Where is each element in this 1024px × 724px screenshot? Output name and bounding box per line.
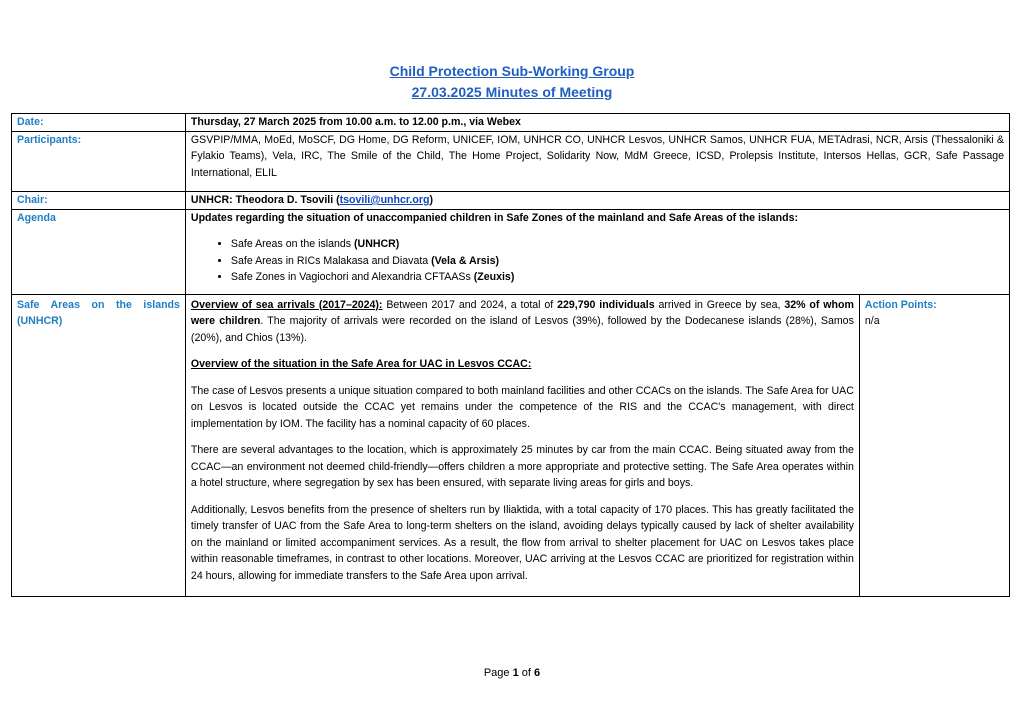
participants-label: Participants: xyxy=(12,131,186,192)
agenda-item-org: (Zeuxis) xyxy=(473,271,515,283)
agenda-item-text: Safe Areas on the islands xyxy=(230,238,355,250)
chair-email-link[interactable]: tsovili@unhcr.org xyxy=(339,194,430,206)
agenda-intro: Updates regarding the situation of unaccompanied children in Safe Zones of the mainland and Safe Areas of the islands: xyxy=(190,211,799,224)
date-row xyxy=(12,114,1010,132)
overview-paragraph xyxy=(191,297,854,347)
overview-heading: Overview of sea arrivals (2017–2024): xyxy=(190,298,383,311)
agenda-item-org: (UNHCR) xyxy=(354,238,400,250)
agenda-list xyxy=(191,236,1004,286)
overview-text: . The majority of arrivals were recorded on the island of Lesvos (39%), followed by the Dodecanese islands (28%), Samos (20%), and Chios (13%). xyxy=(190,315,854,344)
situation-heading-paragraph xyxy=(191,356,854,373)
page-total: 6 xyxy=(534,667,541,679)
agenda-item-text: Safe Areas in RICs Malakasa and Diavata xyxy=(230,254,432,267)
title-line-1: Child Protection Sub-Working Group xyxy=(389,63,635,79)
safe-areas-content xyxy=(185,294,859,597)
title-line-2: 27.03.2025 Minutes of Meeting xyxy=(411,84,613,100)
of-word: of xyxy=(518,667,535,679)
chair-name: UNHCR: Theodora D. Tsovili ( xyxy=(190,194,340,206)
chair-close: ) xyxy=(429,194,433,206)
overview-text: Between 2017 and 2024, a total of xyxy=(382,298,558,311)
agenda-item xyxy=(231,236,1004,253)
page-word: Page xyxy=(483,667,513,679)
agenda-item xyxy=(231,253,1004,270)
action-points-cell xyxy=(859,294,1009,597)
safe-areas-row xyxy=(12,294,1010,597)
overview-text: arrived in Greece by sea, xyxy=(654,298,785,311)
overview-bold-children: 32% of whom were children xyxy=(190,298,854,327)
date-value: Thursday, 27 March 2025 from 10.00 a.m. to 12.00 p.m., via Webex xyxy=(185,114,1009,132)
agenda-item-text: Safe Zones in Vagiochori and Alexandria CFTAASs xyxy=(230,271,474,283)
situation-heading: Overview of the situation in the Safe Area for UAC in Lesvos CCAC: xyxy=(190,358,532,370)
agenda-item-org: (Vela & Arsis) xyxy=(431,254,500,267)
agenda-item xyxy=(231,269,1004,286)
page-number: 1 xyxy=(512,667,519,679)
page-footer xyxy=(0,667,1024,679)
participants-value: GSVPIP/MMA, MoEd, MoSCF, DG Home, DG Reform, UNICEF, IOM, UNHCR CO, UNHCR Lesvos, UNHCR Samos, UNHCR FUA, METAdrasi, NCR, Arsis (Thessaloniki & Fylakio Teams), Vela, IRC, The Smile of the Child, The Home Project, Solidarity Now, MdM Greece, ICSD, Prolepsis Institute, Intersos Hellas, GCR, Safe Passage International, ELIL xyxy=(185,131,1009,192)
body-paragraph-3: Additionally, Lesvos benefits from the presence of shelters run by Iliaktida, with a total capacity of 170 places. This has greatly facilitated the timely transfer of UAC from the Safe Area to long-term shelters on the island, avoiding delays typically caused by lack of shelter availability on the mainland or limited accompaniment services. As a result, the flow from arrival to shelter placement for UAC on Lesvos takes place within reasonable timeframes, in contrast to other locations. Moreover, UAC arriving at the Lesvos CCAC are prioritized for registration within 24 hours, allowing for immediate transfers to the Safe Area upon arrival. xyxy=(190,503,854,582)
chair-value xyxy=(185,192,1009,210)
chair-row xyxy=(12,192,1010,210)
safe-areas-label: Safe Areas on the islands (UNHCR) xyxy=(12,294,186,597)
agenda-cell xyxy=(185,209,1009,294)
agenda-row xyxy=(12,209,1010,294)
participants-row xyxy=(12,131,1010,192)
date-label: Date: xyxy=(12,114,186,132)
body-paragraph-1: The case of Lesvos presents a unique situation compared to both mainland facilities and other CCACs on the islands. The Safe Area for UAC on Lesvos is located outside the CCAC yet remains under the competence of the RIS and the CCAC's management, with direct implementation by IOM. The facility has a nominal capacity of 60 places. xyxy=(190,384,854,430)
document-title xyxy=(0,61,1024,103)
overview-bold-total: 229,790 individuals xyxy=(557,298,655,311)
agenda-label: Agenda xyxy=(12,209,186,294)
minutes-table xyxy=(11,113,1010,597)
body-paragraph-2: There are several advantages to the location, which is approximately 25 minutes by car from the main CCAC. Being situated away from the CCAC—an environment not deemed child-friendly—offers children a more appropriate and protective setting. The Safe Area operates within a hotel structure, where segregation by sex has been ensured, with separate living areas for girls and boys. xyxy=(190,444,854,489)
chair-label: Chair: xyxy=(12,192,186,210)
action-points-value: n/a xyxy=(864,315,880,327)
action-points-label: Action Points: xyxy=(864,298,937,311)
